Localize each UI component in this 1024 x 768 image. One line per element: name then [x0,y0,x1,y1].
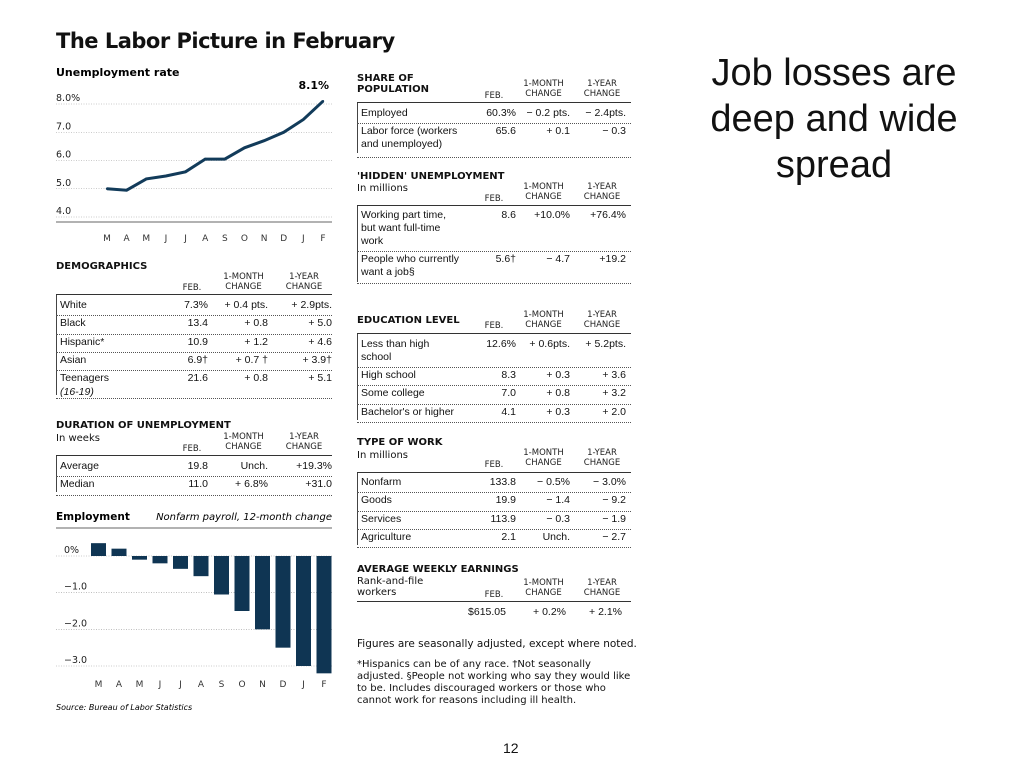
line-chart-x-tick: A [202,234,209,244]
education-feb-value: 7.0 [501,387,516,400]
education-month-value: + 0.8 [546,387,570,400]
bar-chart-x-tick: A [197,680,205,690]
demographics-top-rule [56,294,332,295]
footnote-line1: *Hispanics can be of any race. †Not seasonally [357,659,591,670]
bar-chart-x-tick: D [279,680,287,690]
line-chart-y-tick: 6.0 [56,149,72,161]
hidden-row-label: work [361,235,384,247]
hidden-month-header-line2: CHANGE [525,192,562,202]
line-chart-x-tick: N [260,234,268,244]
education-row-divider [357,367,631,368]
share-vertical-rule [357,103,358,153]
work-year-value: − 1.9 [602,512,626,525]
line-chart-title: Unemployment rate [56,66,180,79]
demographics-row-divider [56,370,332,371]
education-vertical-rule [357,334,358,420]
education-month-value: + 0.3 [546,405,570,418]
education-row-divider [357,385,631,386]
share-row-label: and unemployed) [361,138,443,151]
demographics-month-header-line1: 1-MONTH [223,272,264,282]
demographics-row-divider [56,352,332,353]
teenagers-age-range: (16-19) [60,386,94,398]
unemployment-point [106,188,108,190]
work-year-value: − 2.7 [602,530,626,543]
bar-chart-y-tick: 0% [64,545,80,556]
line-chart-y-tick: 4.0 [56,206,72,217]
hidden-feb-header: FEB. [484,194,504,204]
employment-bar-chart [50,506,340,716]
line-chart-x-tick: J [184,234,187,244]
demographics-feb-value: 13.4 [187,317,208,330]
unemployment-rate-chart [50,62,340,247]
work-feb-value: 133.8 [489,476,516,488]
earnings-month-header-line1: 1-MONTH [523,578,564,588]
bar-chart-x-tick: A [115,680,123,690]
share-year-header [574,79,630,99]
share-feb-value: 65.6 [495,125,516,138]
hidden-subtitle: In millions [357,183,408,194]
earnings-year-header-line1: 1-YEAR [587,578,617,588]
education-feb-value: 8.3 [501,369,516,381]
employment-bar [112,549,127,556]
work-feb-value: 113.9 [490,512,516,525]
earnings-subtitle-line2: workers [357,587,397,598]
unemployment-point [302,118,304,120]
footnote-line4: cannot work for reasons including ill health. [357,695,577,706]
hidden-row-label: Working part time, [361,209,446,221]
duration-feb-value: 19.8 [187,460,208,472]
education-row-label: school [361,351,392,363]
share-row-divider [357,157,631,158]
work-year-header-line2: CHANGE [583,458,621,468]
work-month-value: − 0.3 [546,512,570,525]
education-month-header [516,310,571,330]
demographics-row-label: Hispanic* [60,335,105,348]
earnings-year-header [574,578,630,598]
duration-year-value: +19.3% [296,460,332,472]
work-row-label: Services [361,512,402,525]
share-year-header-line1: 1-YEAR [587,79,617,89]
demographics-month-value: + 0.7 † [235,353,268,366]
hidden-year-header [574,182,630,202]
work-row-divider [357,511,631,512]
bar-chart-x-tick: M [94,680,103,690]
page-title: The Labor Picture in February [56,29,395,53]
unemployment-point [263,140,265,142]
education-month-header-line1: 1-MONTH [523,310,564,320]
duration-row-divider [56,476,332,477]
hidden-row-label: but want full-time [361,222,441,234]
duration-subtitle: In weeks [56,433,100,444]
education-year-header [574,310,630,330]
bar-chart-y-tick: −1.0 [64,581,88,593]
bar-chart-x-tick: J [158,680,162,690]
hidden-title: 'HIDDEN' UNEMPLOYMENT [357,171,505,182]
share-title [357,73,429,95]
earnings-month-header-line2: CHANGE [525,588,562,598]
duration-year-value: +31.0 [305,478,332,491]
education-year-value: + 3.6 [602,369,626,381]
hidden-vertical-rule [357,206,358,282]
employment-bar [173,556,188,569]
duration-year-header-line1: 1-YEAR [289,432,319,442]
education-year-header-line1: 1-YEAR [587,310,617,320]
earnings-month-header [516,578,571,598]
work-month-header [516,448,571,468]
bar-chart-y-tick: −2.0 [64,618,88,630]
demographics-year-value: + 2.9pts. [291,299,332,311]
line-chart-x-tick: O [240,234,249,244]
employment-bar [255,556,270,629]
education-row-label: High school [361,369,416,381]
bar-chart-x-tick: S [218,680,225,690]
hidden-row-label: People who currently [361,253,460,265]
duration-month-value: + 6.8% [235,478,268,491]
demographics-row-divider [56,334,332,335]
work-title: TYPE OF WORK [357,437,443,448]
education-row-label: Some college [361,387,425,400]
demographics-feb-value: 10.9 [187,335,208,348]
footnote-line2: adjusted. §People not working who say they would like [357,671,631,682]
work-feb-value: 19.9 [495,494,516,507]
duration-month-header-line1: 1-MONTH [223,432,264,442]
footnote-line3: to be. Includes discouraged workers or those who [357,683,606,694]
employment-bar [317,556,332,673]
share-year-header-line2: CHANGE [583,89,621,99]
demographics-month-value: + 1.2 [244,335,268,348]
demographics-year-value: + 3.9† [302,353,332,366]
work-year-header-line1: 1-YEAR [587,448,617,458]
employment-bar [276,556,291,648]
employment-bar [296,556,311,666]
demographics-year-value: + 5.1 [308,372,332,385]
work-top-rule [357,472,631,473]
duration-month-value: Unch. [240,460,268,472]
seasonal-note: Figures are seasonally adjusted, except where noted. [357,638,637,650]
unemployment-point [145,178,147,180]
share-feb-header: FEB. [484,91,504,101]
earnings-feb-value: $615.05 [468,606,506,618]
earnings-subtitle-line1: Rank-and-file [357,576,424,587]
share-month-header-line1: 1-MONTH [523,79,564,89]
education-row-label: Less than high [361,338,430,350]
earnings-subtitle [357,576,423,598]
demographics-month-value: + 0.8 [244,317,268,330]
work-month-header-line2: CHANGE [525,458,562,468]
work-feb-header: FEB. [484,460,504,470]
demographics-title: DEMOGRAPHICS [56,261,148,272]
bar-chart-x-tick: M [135,680,144,690]
earnings-year-value: + 2.1% [589,606,622,618]
education-feb-value: 4.1 [501,405,516,418]
employment-bar [132,556,147,560]
line-chart-x-tick: S [221,234,228,244]
hidden-year-value: +19.2 [599,253,626,265]
bar-chart-subtitle: Nonfarm payroll, 12-month change [156,512,332,523]
duration-feb-header: FEB. [182,444,202,454]
work-month-value: − 1.4 [546,494,570,507]
duration-row-label: Average [60,460,99,472]
education-row-divider [357,404,631,405]
line-chart-last-label: 8.1% [298,79,329,93]
share-month-header-line2: CHANGE [525,89,562,99]
bar-chart-x-tick: F [321,680,327,690]
education-month-value: + 0.6pts. [529,338,570,350]
share-month-value: − 0.2 pts. [526,107,570,119]
employment-bar [153,556,168,563]
hidden-month-value: +10.0% [534,209,570,221]
footnotes [357,659,630,707]
duration-top-rule [56,455,332,456]
earnings-year-header-line2: CHANGE [583,588,621,598]
hidden-year-header-line1: 1-YEAR [587,182,617,192]
bar-chart-source: Source: Bureau of Labor Statistics [56,703,193,712]
education-feb-value: 12.6% [486,338,516,350]
work-row-label: Agriculture [361,530,412,543]
hidden-feb-value: 8.6 [501,209,516,221]
demographics-feb-value: 7.3% [184,299,208,311]
line-chart-x-tick: J [164,234,168,244]
duration-month-header-line2: CHANGE [225,442,262,452]
education-title: EDUCATION LEVEL [357,315,460,326]
demographics-month-value: + 0.4 pts. [224,299,268,311]
work-row-divider [357,547,631,548]
duration-year-header-line2: CHANGE [285,442,323,452]
unemployment-point [184,171,186,173]
share-year-value: − 0.3 [602,125,626,138]
hidden-year-value: +76.4% [590,209,626,221]
duration-row-label: Median [60,478,95,491]
line-chart-x-tick: M [103,234,111,244]
work-vertical-rule [357,473,358,545]
slide-heading: Job losses are deep and wide spread [710,52,958,186]
hidden-feb-value: 5.6† [495,253,516,265]
demographics-feb-value: 6.9† [187,353,208,366]
earnings-top-rule [357,601,631,602]
bar-chart-y-tick: −3.0 [64,655,88,666]
bar-chart-x-tick: J [179,680,182,690]
hidden-month-value: − 4.7 [546,253,570,265]
duration-month-header [216,432,271,452]
unemployment-point [165,175,167,177]
demographics-feb-value: 21.6 [187,372,208,385]
hidden-row-divider [357,283,631,284]
duration-feb-value: 11.0 [188,478,208,491]
bar-chart-x-tick: O [238,680,246,690]
demographics-vertical-rule [56,295,57,395]
education-year-header-line2: CHANGE [583,320,621,330]
work-year-value: − 9.2 [602,494,626,507]
page-number: 12 [503,740,519,756]
earnings-month-value: + 0.2% [533,606,566,618]
demographics-year-value: + 5.0 [308,317,332,330]
unemployment-point [204,158,206,160]
work-row-label: Goods [361,494,392,507]
share-row-label: Labor force (workers [361,125,458,138]
share-month-header [516,79,571,99]
unemployment-point [243,147,245,149]
line-chart-x-tick: A [123,234,130,244]
duration-title: DURATION OF UNEMPLOYMENT [56,420,231,431]
work-row-label: Nonfarm [361,476,402,488]
unemployment-line [107,101,323,190]
hidden-month-header [516,182,571,202]
demographics-row-label: White [60,299,87,311]
education-year-value: + 3.2 [602,387,626,400]
work-feb-value: 2.1 [501,530,516,543]
work-month-value: − 0.5% [537,476,570,488]
share-row-divider [357,123,631,124]
demographics-month-header-line2: CHANGE [225,282,262,292]
share-month-value: + 0.1 [546,125,570,138]
demographics-year-header-line1: 1-YEAR [289,272,319,282]
employment-bar [91,543,106,556]
demographics-row-divider [56,315,332,316]
demographics-year-header-line2: CHANGE [285,282,323,292]
unemployment-point [322,100,324,102]
education-row-divider [357,422,631,423]
demographics-row-label: Black [60,317,86,330]
employment-bar [194,556,209,576]
hidden-row-divider [357,251,631,252]
education-month-value: + 0.3 [546,369,570,381]
demographics-feb-header: FEB. [182,283,202,293]
line-chart-x-tick: F [320,234,326,244]
work-month-value: Unch. [542,530,570,543]
demographics-row-label: Asian [60,353,87,366]
duration-year-header [276,432,332,452]
demographics-month-header [216,272,271,292]
work-year-header [574,448,630,468]
hidden-year-header-line2: CHANGE [583,192,621,202]
share-row-label: Employed [361,107,408,119]
education-year-value: + 2.0 [602,405,626,418]
unemployment-point [283,131,285,133]
line-chart-y-tick: 5.0 [56,177,72,189]
earnings-title: AVERAGE WEEKLY EARNINGS [357,564,519,575]
demographics-row-divider [56,398,332,399]
work-month-header-line1: 1-MONTH [523,448,564,458]
share-year-value: − 2.4pts. [585,107,626,119]
demographics-year-header [276,272,332,292]
line-chart-x-tick: J [302,234,305,244]
work-subtitle: In millions [357,450,408,461]
line-chart-x-tick: D [280,234,288,244]
duration-row-divider [56,495,332,496]
share-title-line1: SHARE OF [357,73,414,84]
duration-vertical-rule [56,456,57,492]
demographics-row-label: Teenagers [60,372,110,385]
line-chart-x-tick: M [142,234,151,244]
demographics-year-value: + 4.6 [308,335,332,348]
education-top-rule [357,333,631,334]
unemployment-point [125,189,127,191]
line-chart-y-tick: 8.0% [56,93,81,104]
work-row-divider [357,529,631,530]
share-title-line2: POPULATION [357,84,430,95]
share-feb-value: 60.3% [486,107,516,119]
bar-chart-x-tick: J [302,680,305,690]
education-row-label: Bachelor's or higher [361,405,455,418]
hidden-month-header-line1: 1-MONTH [523,182,564,192]
hidden-row-label: want a job§ [361,266,415,278]
line-chart-y-tick: 7.0 [56,121,72,133]
work-year-value: − 3.0% [593,476,626,488]
work-row-divider [357,492,631,493]
bar-chart-x-tick: N [259,680,266,690]
share-top-rule [357,102,631,103]
unemployment-point [224,158,226,160]
employment-bar [214,556,229,595]
demographics-month-value: + 0.8 [244,372,268,385]
education-year-value: + 5.2pts. [585,338,626,350]
earnings-feb-header: FEB. [484,590,504,600]
bar-chart-title: Employment [56,511,130,523]
hidden-top-rule [357,205,631,206]
education-feb-header: FEB. [484,321,504,331]
education-month-header-line2: CHANGE [525,320,562,330]
employment-bar [235,556,250,611]
